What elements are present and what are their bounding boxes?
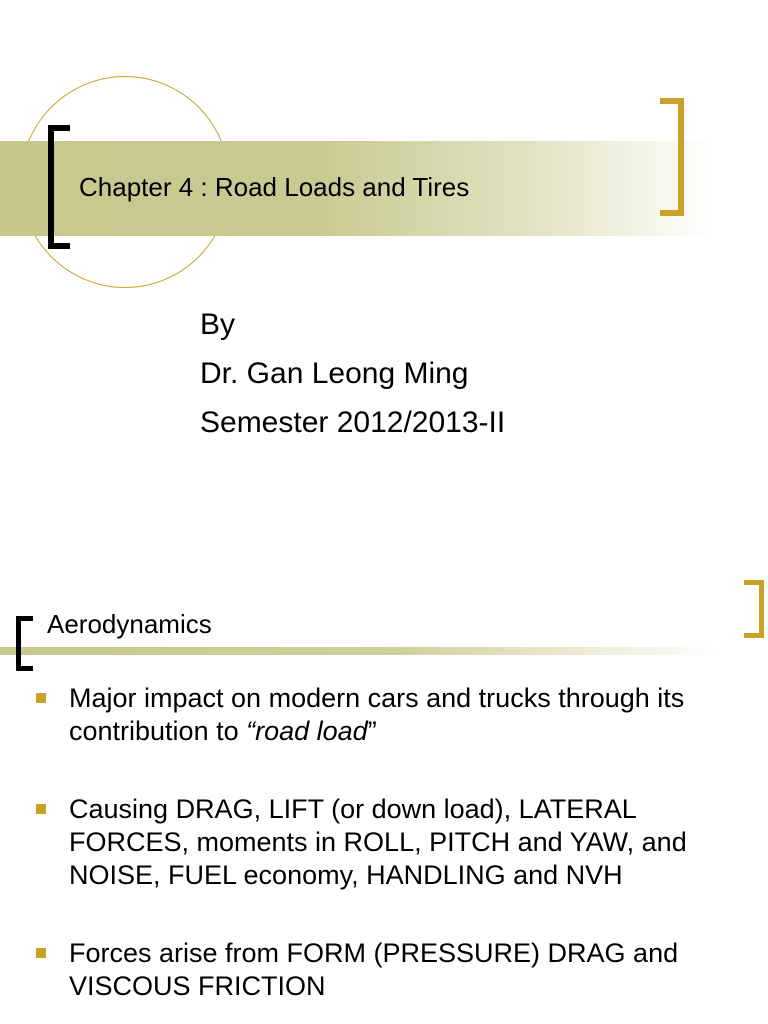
subtitle-semester: Semester 2012/2013-II	[200, 406, 506, 439]
right-bracket-icon	[744, 580, 764, 638]
slide-heading: Aerodynamics	[47, 609, 212, 639]
square-bullet-icon	[36, 948, 46, 958]
subtitle-author: Dr. Gan Leong Ming	[200, 357, 469, 390]
left-bracket-icon	[16, 616, 33, 671]
bullet-emphasis: “road load	[246, 716, 368, 746]
bullet-text: Forces arise from FORM (PRESSURE) DRAG and VISCOUS FRICTION	[69, 938, 679, 1001]
square-bullet-icon	[36, 804, 46, 814]
bullet-item	[33, 793, 733, 892]
bullet-text: Causing DRAG, LIFT (or down load), LATERAL FORCES, moments in ROLL, PITCH and YAW, and NOISE, FUEL economy, HANDLING and NVH	[69, 794, 687, 890]
bullet-list	[33, 682, 733, 1003]
subtitle-by: By	[200, 308, 236, 341]
bullet-text-end: ”	[367, 716, 377, 746]
right-bracket-icon	[660, 98, 684, 216]
slide-title: Chapter 4 : Road Loads and Tires	[79, 172, 470, 202]
square-bullet-icon	[36, 693, 46, 703]
bullet-text: Major impact on modern cars and trucks through its contribution to	[69, 683, 685, 746]
bullet-item	[33, 682, 733, 748]
bullet-item	[33, 937, 733, 1003]
aerodynamics-slide	[0, 560, 768, 1024]
left-bracket-icon	[48, 125, 70, 249]
heading-underline-band	[0, 647, 720, 655]
